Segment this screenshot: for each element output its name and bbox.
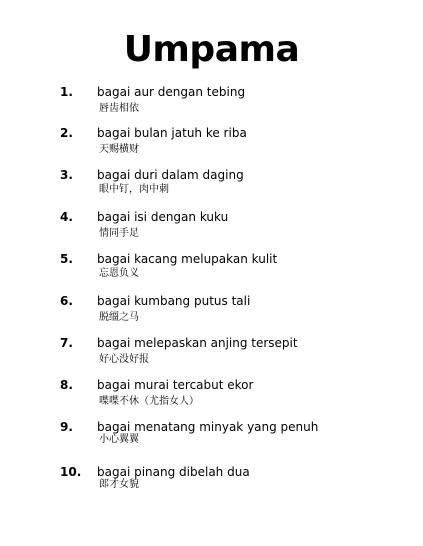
item-malay-phrase: bagai pinang dibelah dua xyxy=(97,465,250,479)
item-malay-phrase: bagai bulan jatuh ke riba xyxy=(97,126,247,140)
item-malay-phrase: bagai kacang melupakan kulit xyxy=(97,252,278,266)
item-chinese-meaning: 天赐横财 xyxy=(99,144,139,155)
item-malay-phrase: bagai isi dengan kuku xyxy=(97,210,229,224)
list-item xyxy=(0,335,423,375)
item-chinese-meaning: 郎才女貌 xyxy=(99,479,139,490)
item-number: 5. xyxy=(60,252,73,266)
item-number: 9. xyxy=(60,420,73,434)
item-chinese-meaning: 眼中钉，肉中刺 xyxy=(99,184,169,195)
item-malay-phrase: bagai melepaskan anjing tersepit xyxy=(97,336,298,350)
list-item xyxy=(0,419,423,459)
item-number: 10. xyxy=(60,465,82,479)
item-number: 7. xyxy=(60,336,73,350)
item-number: 4. xyxy=(60,210,73,224)
item-number: 8. xyxy=(60,378,73,392)
item-malay-phrase: bagai aur dengan tebing xyxy=(97,85,246,99)
item-malay-phrase: bagai kumbang putus tali xyxy=(97,294,251,308)
list-item xyxy=(0,293,423,333)
item-malay-phrase: bagai murai tercabut ekor xyxy=(97,378,254,392)
list-item xyxy=(0,125,423,165)
item-number: 1. xyxy=(60,85,73,99)
item-malay-phrase: bagai duri dalam daging xyxy=(97,168,244,182)
item-malay-phrase: bagai menatang minyak yang penuh xyxy=(97,420,319,434)
item-number: 2. xyxy=(60,126,73,140)
item-chinese-meaning: 唇齿相依 xyxy=(99,103,139,114)
item-number: 3. xyxy=(60,168,73,182)
list-item xyxy=(0,464,423,504)
page-title: Umpama xyxy=(123,29,300,70)
item-chinese-meaning: 小心翼翼 xyxy=(99,434,139,445)
item-chinese-meaning: 好心没好报 xyxy=(99,354,149,365)
list-item xyxy=(0,251,423,291)
item-chinese-meaning: 情同手足 xyxy=(99,228,139,239)
item-chinese-meaning: 脱缰之马 xyxy=(99,312,139,323)
list-item xyxy=(0,209,423,249)
item-number: 6. xyxy=(60,294,73,308)
item-chinese-meaning: 喋喋不休（尤指女人） xyxy=(99,396,199,407)
item-chinese-meaning: 忘恩负义 xyxy=(99,268,139,279)
list-item xyxy=(0,377,423,417)
list-item xyxy=(0,84,423,124)
list-item xyxy=(0,167,423,207)
